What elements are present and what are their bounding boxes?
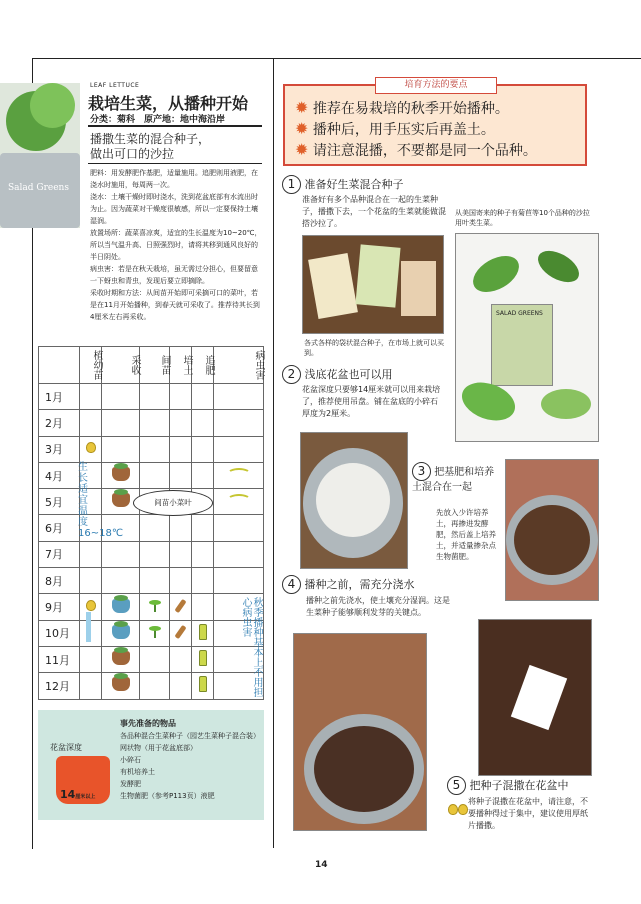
step-1-text: 准备好有多个品种混合在一起的生菜种子，播撒下去，一个花盆的生菜就能做混搭沙拉了。 <box>302 195 446 228</box>
caterpillar-icon <box>227 494 251 506</box>
lead-text: 播撒生菜的混合种子， 做出可口的沙拉 <box>90 132 211 161</box>
calendar-header-transplant: 植幼苗 <box>80 347 102 384</box>
calendar-header-topdress: 追肥 <box>192 347 214 384</box>
tip-text: 播种后，用手压实后再盖土。 <box>312 122 495 138</box>
leaf-lettuce-tag: LEAF LETTUCE <box>90 82 140 89</box>
step-title-text: 把种子混撒在花盆中 <box>469 779 569 792</box>
tip-text: 请注意混播，不要都是同一个品种。 <box>312 143 537 159</box>
month-label: 1月 <box>39 384 80 410</box>
soil-mix-photo <box>505 459 599 601</box>
step-number: 1 <box>282 175 301 194</box>
lead-rule <box>88 163 262 164</box>
seed-icon <box>448 804 458 815</box>
calendar-header-harvest: 采收 <box>102 347 140 384</box>
step-2-title <box>282 365 393 384</box>
step-4-title <box>282 575 415 594</box>
seed-icon-step5 <box>448 800 468 819</box>
pot-depth-label: 花盆深度 <box>50 743 82 752</box>
tip-2 <box>295 119 495 139</box>
pot-depth-value <box>60 788 95 801</box>
step-3-title <box>412 462 502 495</box>
step-1-title <box>282 175 404 194</box>
temperature-note: 生长适宜温度16~18℃ <box>78 462 124 539</box>
tip-1 <box>295 98 509 118</box>
supplies-box <box>38 710 264 820</box>
calendar-corner <box>39 347 80 384</box>
watering-photo <box>293 633 427 831</box>
supply-item: 有机培养土 <box>120 768 155 776</box>
pot-depth-unit: 厘米以上 <box>75 794 96 800</box>
liquid-fertilizer-icon <box>199 624 207 640</box>
trowel-icon <box>174 598 186 612</box>
sprout-icon <box>148 600 162 612</box>
step-3-text: 先放入少许培养土，再掺进发酵肥，然后盖上培养土，并适量掺杂点生物菌肥。 <box>436 508 496 561</box>
pot-depth-number: 14 <box>60 788 76 801</box>
step-4-text: 播种之前先浇水，使土壤充分湿润。这是生菜种子能够顺利发芽的关键点。 <box>306 596 450 617</box>
supply-item: 网状物（用于花盆底部） <box>120 744 197 752</box>
thinning-callout: 间苗小菜叶 <box>133 490 213 516</box>
sun-icon: ✹ <box>295 98 309 117</box>
month-label: 12月 <box>39 673 80 699</box>
info-block <box>90 167 264 323</box>
harvest-pot-icon <box>112 651 130 665</box>
calendar-header-thinning: 间苗 <box>140 347 170 384</box>
step-number: 5 <box>447 776 466 795</box>
month-label: 5月 <box>39 489 80 515</box>
step-5-title <box>447 776 569 795</box>
caption-packets: 各式各样的袋状混合种子，在市场上就可以买到。 <box>304 339 444 357</box>
step-number: 3 <box>412 462 431 481</box>
sprout-icon <box>148 626 162 638</box>
supply-item: 小碎石 <box>120 756 141 764</box>
step-number: 2 <box>282 365 301 384</box>
tip-3 <box>295 140 537 160</box>
seed-icon <box>86 442 96 453</box>
harvest-pot-icon <box>112 599 130 613</box>
month-label: 6月 <box>39 515 80 541</box>
month-label: 9月 <box>39 594 80 620</box>
salad-greens-photo <box>455 233 599 442</box>
info-pest: 病虫害：若是在秋天栽培，虽无需过分担心，但要留意一下蚜虫和青虫，发现后要立即摘除。 <box>90 265 258 285</box>
harvest-pot-icon <box>112 493 130 507</box>
seed-packets-photo <box>302 235 444 334</box>
supply-item: 各品种混合生菜种子（园艺生菜种子混合装） <box>120 732 260 740</box>
step-title-text: 浅底花盆也可以用 <box>304 368 393 381</box>
sun-icon: ✹ <box>295 119 309 138</box>
seed-icon <box>86 600 96 611</box>
step-2-text: 花盆深度只要够14厘米就可以用来栽培了，推荐使用吊盘。铺在盆底的小碎石厚度为2厘米。 <box>302 385 441 418</box>
page-title: 栽培生菜，从播种开始 <box>88 94 249 113</box>
month-label: 8月 <box>39 568 80 594</box>
page-subtitle: 分类：菊科 原产地：地中海沿岸 <box>90 115 226 125</box>
supplies-title: 事先准备的物品 <box>120 719 176 728</box>
step-number: 4 <box>282 575 301 594</box>
liquid-fertilizer-icon <box>199 650 207 666</box>
month-label: 3月 <box>39 436 80 462</box>
info-fertilizer: 肥料：用发酵肥作基肥，适量施用。追肥则用液肥，在浇水时施用，每周两一次。 <box>90 169 258 189</box>
sun-icon: ✹ <box>295 140 309 159</box>
sowing-photo <box>478 619 592 776</box>
supplies-list <box>120 730 260 802</box>
info-water: 浇水：土壤干燥时即时浇水，洗到花盆底部有水流出时为止。因为蔬菜对干燥度很敏感，所以一定要保持土壤湿润。 <box>90 193 258 225</box>
calendar-header-earthing: 培土 <box>170 347 192 384</box>
gravel-pot-photo <box>300 432 408 569</box>
step-title-text: 准备好生菜混合种子 <box>304 178 404 191</box>
trowel-icon <box>174 625 186 639</box>
month-label: 4月 <box>39 462 80 488</box>
step-5-text: 将种子混撒在花盆中，请注意，不要播种得过于集中，建议使用厚纸片播撒。 <box>468 797 588 830</box>
month-label: 2月 <box>39 410 80 436</box>
supply-item: 生物菌肥（参考P113页）液肥 <box>120 792 215 800</box>
month-label: 7月 <box>39 541 80 567</box>
info-place: 放置场所：蔬菜喜凉爽，适宜的生长温度为10~20℃，所以当气温升高、日照强烈时，请将其移到通风良好的半日阴处。 <box>90 229 262 261</box>
lettuce-pot-photo <box>0 83 80 228</box>
caption-usa-seeds: 从美国寄来的种子有菊苣等10个品种的沙拉用叶类生菜。 <box>455 209 590 227</box>
page-number: 14 <box>315 860 328 870</box>
autumn-pest-note: 秋季播种基本上不用担心病虫害 <box>240 597 262 697</box>
title-rule <box>88 125 262 127</box>
month-label: 11月 <box>39 646 80 672</box>
liquid-fertilizer-icon <box>199 676 207 692</box>
seed-packet-label: SALAD GREENS <box>496 310 543 317</box>
month-label: 10月 <box>39 620 80 646</box>
tips-label: 培育方法的要点 <box>375 77 497 94</box>
harvest-pot-icon <box>112 467 130 481</box>
step-title-text: 把基肥和培养土混合在一起 <box>412 467 495 493</box>
seed-icon <box>458 804 468 815</box>
cultivation-calendar <box>38 346 264 700</box>
calendar-header-pests: 病虫害 <box>214 347 264 384</box>
harvest-pot-icon <box>112 677 130 691</box>
info-harvest: 采收时期和方法：从间苗开始即可采摘可口的菜叶，若是在11月开始播种，到春天就可采收了。推荐待其长到4厘米左右再采收。 <box>90 289 260 321</box>
tip-text: 推荐在易栽培的秋季开始播种。 <box>312 101 509 117</box>
caterpillar-icon <box>227 468 251 480</box>
supply-item: 发酵肥 <box>120 780 141 788</box>
pot-label: Salad Greens <box>8 183 69 193</box>
harvest-pot-icon <box>112 625 130 639</box>
center-divider <box>273 58 274 848</box>
tips-box <box>283 80 587 166</box>
transplant-bar <box>86 612 91 642</box>
step-title-text: 播种之前，需充分浇水 <box>304 578 415 591</box>
